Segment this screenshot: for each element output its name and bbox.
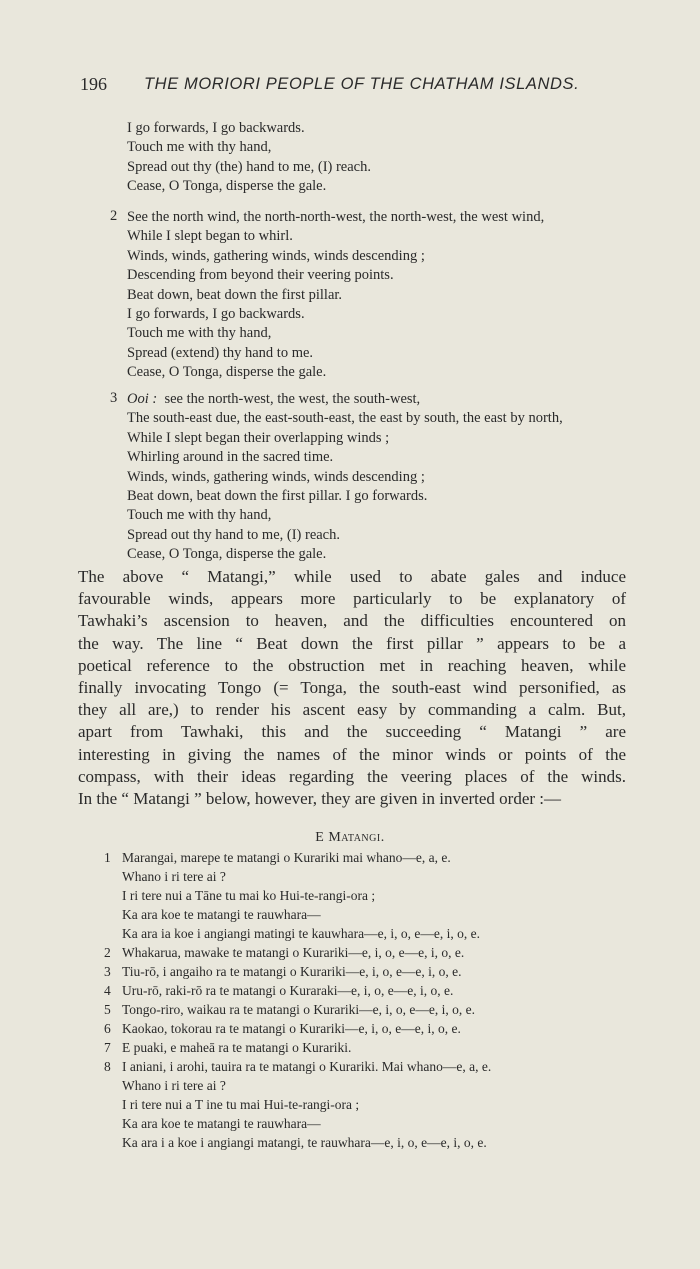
verse-1-continued [110, 119, 650, 197]
line-number: 2 [104, 945, 111, 960]
line-text: Tiu-rō, i angaiho ra te matangi o Kurariki—e, i, o, e—e, i, o, e. [122, 964, 462, 979]
verse-line: Winds, winds, gathering winds, winds descending ; [127, 468, 425, 485]
verse-line: Touch me with thy hand, [127, 507, 272, 524]
verse-line: Beat down, beat down the first pillar. I go forwards. [127, 488, 428, 505]
line-text: Whakarua, mawake te matangi o Kurariki—e, i, o, e—e, i, o, e. [122, 945, 465, 960]
paragraph-line: finally invocating Tongo (= Tonga, the south-east wind personified, as [78, 678, 626, 698]
verse-3 [110, 390, 650, 565]
verse-line: Winds, winds, gathering winds, winds descending ; [127, 247, 425, 264]
verse-line: Beat down, beat down the first pillar. [127, 286, 343, 303]
verse-line: Whirling around in the sacred time. [127, 449, 334, 466]
verse-number: 3 [110, 390, 118, 406]
verse-line: Touch me with thy hand, [127, 139, 272, 156]
verse-line: See the north wind, the north-north-west, the north-west, the west wind, [127, 209, 545, 225]
paragraph-line: the way. The line “ Beat down the first pillar ” appears to be a [78, 633, 626, 653]
verse-number: 2 [110, 208, 118, 224]
paragraph-line: they all are,) to render his ascent easy by commanding a calm. But, [78, 700, 626, 720]
verse-line: Cease, O Tonga, disperse the gale. [127, 178, 327, 195]
line-text: Whano i ri tere ai ? [122, 869, 226, 884]
verse-line: Touch me with thy hand, [127, 325, 272, 342]
line-text: Ka ara ia koe i angiangi matingi te kauwhara—e, i, o, e—e, i, o, e. [122, 926, 480, 941]
verse-line: Spread out thy (the) hand to me, (I) reach. [127, 158, 371, 175]
line-text: Ka ara koe te matangi te rauwhara— [122, 907, 321, 922]
line-number: 7 [104, 1040, 111, 1055]
commentary-paragraph [78, 566, 626, 810]
line-text: Ka ara koe te matangi te rauwhara— [122, 1116, 321, 1131]
line-number: 5 [104, 1002, 111, 1017]
verse-line: The south-east due, the east-south-east, the east by south, the east by north, [127, 410, 563, 427]
line-number: 1 [104, 850, 111, 865]
paragraph-line: poetical reference to the obstruction met in reaching heaven, while [78, 655, 626, 675]
line-text: Tongo-riro, waikau ra te matangi o Kurariki—e, i, o, e—e, i, o, e. [122, 1002, 475, 1017]
line-number: 6 [104, 1021, 111, 1036]
verse-line: Descending from beyond their veering points. [127, 267, 394, 284]
paragraph-line: favourable winds, appears more particularly to be explanatory of [78, 589, 626, 609]
paragraph-line: Tawhaki’s ascension to heaven, and the difficulties encountered on [78, 611, 626, 631]
paragraph-line: In the “ Matangi ” below, however, they are given in inverted order :— [78, 789, 562, 809]
verse-line [127, 390, 650, 409]
line-text: Uru-rō, raki-rō ra te matangi o Kuraraki—e, i, o, e—e, i, o, e. [122, 983, 454, 998]
line-number: 4 [104, 983, 111, 998]
verse-line-rest: see the north-west, the west, the south-west, [157, 391, 421, 407]
verse-line: Spread (extend) thy hand to me. [127, 344, 314, 361]
page-number: 196 [80, 74, 107, 94]
ooi-word: Ooi : [127, 391, 158, 407]
running-title: THE MORIORI PEOPLE OF THE CHATHAM ISLANDS. [144, 75, 580, 93]
line-text: I ri tere nui a T ine tu mai Hui-te-rangi-ora ; [122, 1097, 360, 1112]
line-text: I ri tere nui a Tāne tu mai ko Hui-te-rangi-ora ; [122, 888, 376, 903]
paragraph-line: apart from Tawhaki, this and the succeeding “ Matangi ” are [78, 722, 626, 742]
verse-line: Cease, O Tonga, disperse the gale. [127, 546, 327, 563]
paragraph-line: The above “ Matangi,” while used to abate gales and induce [78, 567, 626, 586]
verse-line: I go forwards, I go backwards. [127, 306, 305, 323]
verse-line: I go forwards, I go backwards. [127, 120, 305, 136]
page-header [80, 74, 590, 100]
line-text: Marangai, marepe te matangi o Kurariki mai whano—e, a, e. [122, 850, 451, 865]
verse-line: Spread out thy hand to me, (I) reach. [127, 526, 340, 543]
verse-2 [110, 208, 650, 383]
line-number: 3 [104, 964, 111, 979]
line-text: I aniani, i arohi, tauira ra te matangi o Kurariki. Mai whano—e, a, e. [122, 1059, 492, 1074]
line-text: E puaki, e maheā ra te matangi o Kurariki. [122, 1040, 352, 1055]
verse-line: While I slept began to whirl. [127, 228, 293, 245]
verse-line: Cease, O Tonga, disperse the gale. [127, 364, 327, 381]
line-text: Whano i ri tere ai ? [122, 1078, 226, 1093]
paragraph-line: compass, with their ideas regarding the veering places of the winds. [78, 766, 626, 786]
section-heading: E Matangi. [315, 830, 385, 845]
verse-line: While I slept began their overlapping winds ; [127, 429, 390, 446]
line-text: Ka ara i a koe i angiangi matangi, te rauwhara—e, i, o, e—e, i, o, e. [122, 1135, 487, 1150]
line-text: Kaokao, tokorau ra te matangi o Kurariki—e, i, o, e—e, i, o, e. [122, 1021, 461, 1036]
line-number: 8 [104, 1059, 111, 1074]
paragraph-line: interesting in giving the names of the minor winds or points of the [78, 744, 626, 764]
